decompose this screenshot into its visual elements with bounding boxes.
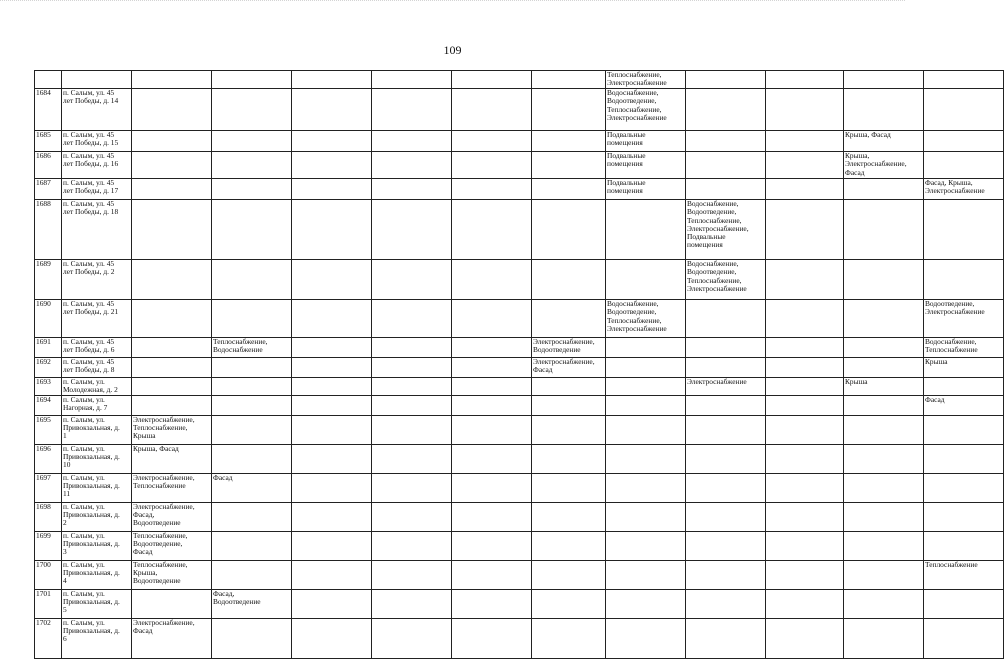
- work-type-cell: [292, 179, 372, 200]
- work-type-cell: Теплоснабжение, Водоснабжение: [212, 338, 292, 358]
- row-number-cell: 1697: [35, 473, 62, 502]
- work-type-cell: [372, 338, 452, 358]
- work-type-cell: [844, 179, 924, 200]
- work-type-cell: [212, 131, 292, 152]
- work-type-cell: [844, 338, 924, 358]
- address-cell: [62, 71, 132, 89]
- work-type-cell: Подвальные помещения: [606, 179, 686, 200]
- work-type-cell: [292, 358, 372, 378]
- work-type-cell: [532, 152, 606, 179]
- work-type-cell: [844, 358, 924, 378]
- work-type-cell: Водоснабжение, Водоотведение, Теплоснабжение, Электроснабжение: [686, 260, 766, 300]
- address-cell: п. Салым, ул. Привокзальная, д. 5: [62, 589, 132, 618]
- work-type-cell: Электроснабжение, Фасад, Водоотведение: [132, 502, 212, 531]
- work-type-cell: [844, 502, 924, 531]
- work-type-cell: [532, 415, 606, 444]
- work-type-cell: [766, 502, 844, 531]
- work-type-cell: [766, 260, 844, 300]
- work-type-cell: [686, 395, 766, 415]
- work-type-cell: Крыша, Электроснабжение, Фасад: [844, 152, 924, 179]
- address-cell: п. Салым, ул. 45 лет Победы, д. 6: [62, 338, 132, 358]
- row-number-cell: 1686: [35, 152, 62, 179]
- work-type-cell: Крыша, Фасад: [844, 131, 924, 152]
- work-type-cell: Подвальные помещения: [606, 152, 686, 179]
- work-type-cell: [532, 260, 606, 300]
- work-type-cell: [606, 200, 686, 260]
- work-type-cell: [452, 179, 532, 200]
- table-row: [35, 502, 1004, 531]
- work-type-cell: [452, 71, 532, 89]
- work-type-cell: [606, 618, 686, 658]
- work-type-cell: [924, 152, 1004, 179]
- work-type-cell: [532, 444, 606, 473]
- work-type-cell: [372, 71, 452, 89]
- row-number-cell: [35, 71, 62, 89]
- work-type-cell: [924, 89, 1004, 131]
- work-type-cell: [686, 589, 766, 618]
- work-type-cell: Теплоснабжение, Крыша, Водоотведение: [132, 560, 212, 589]
- work-type-cell: [452, 358, 532, 378]
- work-type-cell: [924, 260, 1004, 300]
- work-type-cell: [686, 131, 766, 152]
- work-type-cell: [686, 300, 766, 338]
- work-type-cell: [766, 589, 844, 618]
- work-type-cell: [766, 531, 844, 560]
- work-type-cell: [372, 300, 452, 338]
- work-type-cell: [292, 560, 372, 589]
- work-type-cell: [452, 618, 532, 658]
- work-type-cell: [766, 378, 844, 396]
- work-type-cell: [532, 589, 606, 618]
- work-type-cell: [132, 89, 212, 131]
- work-type-cell: [292, 200, 372, 260]
- table-row: [35, 560, 1004, 589]
- row-number-cell: 1690: [35, 300, 62, 338]
- work-type-cell: [924, 415, 1004, 444]
- work-type-cell: [372, 131, 452, 152]
- work-type-cell: [372, 589, 452, 618]
- work-type-cell: [212, 415, 292, 444]
- row-number-cell: 1696: [35, 444, 62, 473]
- row-number-cell: 1698: [35, 502, 62, 531]
- row-number-cell: 1701: [35, 589, 62, 618]
- work-type-cell: Водоснабжение, Водоотведение, Теплоснабжение, Электроснабжение: [606, 300, 686, 338]
- row-number-cell: 1688: [35, 200, 62, 260]
- table-row: [35, 260, 1004, 300]
- work-type-cell: [766, 200, 844, 260]
- table-row: [35, 589, 1004, 618]
- work-type-cell: [924, 71, 1004, 89]
- work-type-cell: [292, 131, 372, 152]
- work-type-cell: [292, 395, 372, 415]
- work-type-cell: [606, 444, 686, 473]
- work-type-cell: [292, 71, 372, 89]
- work-type-cell: [606, 260, 686, 300]
- table-row: [35, 395, 1004, 415]
- work-type-cell: [844, 444, 924, 473]
- table-row: [35, 89, 1004, 131]
- address-cell: п. Салым, ул. Привокзальная, д. 10: [62, 444, 132, 473]
- work-type-cell: [686, 502, 766, 531]
- table-row: [35, 531, 1004, 560]
- work-type-cell: [372, 444, 452, 473]
- work-type-cell: [924, 378, 1004, 396]
- table-row: [35, 358, 1004, 378]
- work-type-cell: [606, 531, 686, 560]
- address-cell: п. Салым, ул. Привокзальная, д. 4: [62, 560, 132, 589]
- row-number-cell: 1687: [35, 179, 62, 200]
- work-type-cell: [292, 618, 372, 658]
- work-type-cell: [532, 473, 606, 502]
- table-row: [35, 179, 1004, 200]
- work-type-cell: [452, 260, 532, 300]
- work-type-cell: [924, 502, 1004, 531]
- table-row: [35, 131, 1004, 152]
- work-type-cell: [132, 300, 212, 338]
- work-type-cell: [372, 378, 452, 396]
- address-cell: п. Салым, ул. Привокзальная, д. 3: [62, 531, 132, 560]
- work-type-cell: [686, 89, 766, 131]
- work-type-cell: [452, 473, 532, 502]
- work-type-cell: Крыша, Фасад: [132, 444, 212, 473]
- work-type-cell: Крыша: [924, 358, 1004, 378]
- work-type-cell: [452, 415, 532, 444]
- row-number-cell: 1685: [35, 131, 62, 152]
- work-type-cell: [686, 473, 766, 502]
- work-type-cell: [606, 560, 686, 589]
- work-type-cell: [924, 473, 1004, 502]
- work-type-cell: [532, 502, 606, 531]
- work-type-cell: [212, 200, 292, 260]
- work-type-cell: [372, 502, 452, 531]
- row-number-cell: 1693: [35, 378, 62, 396]
- work-type-cell: [844, 395, 924, 415]
- work-type-cell: [292, 415, 372, 444]
- work-type-cell: [132, 71, 212, 89]
- work-type-cell: [606, 415, 686, 444]
- table-row: [35, 300, 1004, 338]
- work-type-cell: [132, 338, 212, 358]
- work-type-cell: [686, 560, 766, 589]
- work-type-cell: [212, 260, 292, 300]
- work-type-cell: [532, 378, 606, 396]
- address-cell: п. Салым, ул. Нагорная, д. 7: [62, 395, 132, 415]
- table-row: [35, 415, 1004, 444]
- work-type-cell: Водоснабжение, Теплоснабжение: [924, 338, 1004, 358]
- work-type-cell: [452, 531, 532, 560]
- work-type-cell: [372, 560, 452, 589]
- work-type-cell: [606, 395, 686, 415]
- address-cell: п. Салым, ул. Привокзальная, д. 11: [62, 473, 132, 502]
- work-type-cell: [532, 200, 606, 260]
- address-cell: п. Салым, ул. 45 лет Победы, д. 17: [62, 179, 132, 200]
- work-type-cell: [766, 338, 844, 358]
- work-type-cell: [686, 71, 766, 89]
- work-type-cell: [532, 89, 606, 131]
- work-type-cell: [844, 71, 924, 89]
- work-type-cell: [844, 89, 924, 131]
- work-type-cell: [606, 378, 686, 396]
- row-number-cell: 1692: [35, 358, 62, 378]
- work-type-cell: [532, 395, 606, 415]
- work-type-cell: [212, 71, 292, 89]
- address-cell: п. Салым, ул. Молодежная, д. 2: [62, 378, 132, 396]
- work-type-cell: [766, 618, 844, 658]
- work-type-cell: [212, 300, 292, 338]
- work-type-cell: [924, 618, 1004, 658]
- work-type-cell: [532, 531, 606, 560]
- work-type-cell: [452, 89, 532, 131]
- work-type-cell: [766, 358, 844, 378]
- work-type-cell: [452, 560, 532, 589]
- work-type-cell: [372, 358, 452, 378]
- work-type-cell: [372, 531, 452, 560]
- work-type-cell: [766, 131, 844, 152]
- work-type-cell: [686, 531, 766, 560]
- work-type-cell: [686, 152, 766, 179]
- work-type-cell: Электроснабжение, Водоотведение: [532, 338, 606, 358]
- work-type-cell: Крыша: [844, 378, 924, 396]
- work-type-cell: [372, 179, 452, 200]
- table-row: [35, 200, 1004, 260]
- table-row: [35, 71, 1004, 89]
- row-number-cell: 1684: [35, 89, 62, 131]
- work-type-cell: [532, 71, 606, 89]
- row-number-cell: 1699: [35, 531, 62, 560]
- work-type-cell: [686, 415, 766, 444]
- work-type-cell: [924, 444, 1004, 473]
- work-type-cell: [452, 338, 532, 358]
- work-type-cell: [292, 89, 372, 131]
- table-row: [35, 618, 1004, 658]
- work-type-cell: [844, 531, 924, 560]
- scan-top-edge: [0, 0, 905, 7]
- work-type-cell: Теплоснабжение, Электроснабжение: [606, 71, 686, 89]
- work-type-cell: [212, 378, 292, 396]
- table-row: [35, 378, 1004, 396]
- work-type-cell: Теплоснабжение, Водоотведение, Фасад: [132, 531, 212, 560]
- work-type-cell: [292, 338, 372, 358]
- work-type-cell: [766, 300, 844, 338]
- work-type-cell: [212, 618, 292, 658]
- work-type-cell: [766, 473, 844, 502]
- work-type-cell: [452, 200, 532, 260]
- work-type-cell: [766, 152, 844, 179]
- work-type-cell: [372, 618, 452, 658]
- work-type-cell: [532, 131, 606, 152]
- table-row: [35, 152, 1004, 179]
- work-type-cell: [532, 179, 606, 200]
- work-type-cell: [766, 395, 844, 415]
- row-number-cell: 1695: [35, 415, 62, 444]
- work-type-cell: [686, 179, 766, 200]
- work-type-cell: [452, 589, 532, 618]
- address-cell: п. Салым, ул. 45 лет Победы, д. 14: [62, 89, 132, 131]
- address-cell: п. Салым, ул. Привокзальная, д. 6: [62, 618, 132, 658]
- work-type-cell: [292, 502, 372, 531]
- work-type-cell: [452, 502, 532, 531]
- work-type-cell: [132, 378, 212, 396]
- work-type-cell: [212, 358, 292, 378]
- work-type-cell: [924, 131, 1004, 152]
- work-type-cell: Электроснабжение, Фасад: [132, 618, 212, 658]
- row-number-cell: 1689: [35, 260, 62, 300]
- work-type-cell: [132, 358, 212, 378]
- address-cell: п. Салым, ул. 45 лет Победы, д. 18: [62, 200, 132, 260]
- work-type-cell: [924, 531, 1004, 560]
- work-type-cell: [132, 395, 212, 415]
- work-type-cell: [132, 200, 212, 260]
- work-type-cell: [844, 415, 924, 444]
- work-type-cell: Водоснабжение, Водоотведение, Теплоснабжение, Электроснабжение, Подвальные помещения: [686, 200, 766, 260]
- data-table: [34, 70, 1004, 659]
- work-type-cell: [452, 444, 532, 473]
- work-type-cell: [292, 444, 372, 473]
- work-type-cell: Фасад: [212, 473, 292, 502]
- row-number-cell: 1702: [35, 618, 62, 658]
- work-type-cell: Электроснабжение: [686, 378, 766, 396]
- work-type-cell: [212, 179, 292, 200]
- work-type-cell: [686, 358, 766, 378]
- work-type-cell: [212, 560, 292, 589]
- work-type-cell: [844, 200, 924, 260]
- work-type-cell: [132, 589, 212, 618]
- work-type-cell: [292, 378, 372, 396]
- page-number: 109: [443, 43, 462, 57]
- work-type-cell: [924, 589, 1004, 618]
- work-type-cell: [372, 260, 452, 300]
- work-type-cell: [372, 200, 452, 260]
- work-type-cell: [606, 473, 686, 502]
- row-number-cell: 1700: [35, 560, 62, 589]
- work-type-cell: [606, 589, 686, 618]
- table-row: [35, 444, 1004, 473]
- work-type-cell: [686, 338, 766, 358]
- work-type-cell: [212, 89, 292, 131]
- work-type-cell: [766, 71, 844, 89]
- work-type-cell: [452, 378, 532, 396]
- work-type-cell: [766, 415, 844, 444]
- work-type-cell: [452, 300, 532, 338]
- work-type-cell: [212, 395, 292, 415]
- work-type-cell: [292, 589, 372, 618]
- row-number-cell: 1694: [35, 395, 62, 415]
- work-type-cell: Электроснабжение, Фасад: [532, 358, 606, 378]
- work-type-cell: Водоотведение, Электроснабжение: [924, 300, 1004, 338]
- work-type-cell: [606, 338, 686, 358]
- work-type-cell: [292, 473, 372, 502]
- work-type-cell: [372, 415, 452, 444]
- work-type-cell: Водоснабжение, Водоотведение, Теплоснабжение, Электроснабжение: [606, 89, 686, 131]
- work-type-cell: Теплоснабжение: [924, 560, 1004, 589]
- work-type-cell: [766, 179, 844, 200]
- address-cell: п. Салым, ул. 45 лет Победы, д. 15: [62, 131, 132, 152]
- work-type-cell: [372, 473, 452, 502]
- work-type-cell: [606, 502, 686, 531]
- address-cell: п. Салым, ул. 45 лет Победы, д. 8: [62, 358, 132, 378]
- work-type-cell: [372, 89, 452, 131]
- work-type-cell: [212, 531, 292, 560]
- work-type-cell: [844, 300, 924, 338]
- work-type-cell: Электроснабжение, Теплоснабжение, Крыша: [132, 415, 212, 444]
- work-type-cell: Фасад, Водоотведение: [212, 589, 292, 618]
- work-type-cell: [292, 260, 372, 300]
- work-type-cell: Подвальные помещения: [606, 131, 686, 152]
- work-type-cell: [766, 560, 844, 589]
- work-type-cell: [212, 502, 292, 531]
- work-type-cell: [452, 395, 532, 415]
- work-type-cell: [372, 152, 452, 179]
- work-type-cell: [844, 473, 924, 502]
- work-type-cell: [292, 531, 372, 560]
- work-type-cell: [372, 395, 452, 415]
- work-type-cell: [532, 300, 606, 338]
- work-type-cell: [844, 589, 924, 618]
- work-type-cell: [132, 131, 212, 152]
- work-type-cell: [212, 444, 292, 473]
- work-type-cell: [844, 560, 924, 589]
- address-cell: п. Салым, ул. Привокзальная, д. 1: [62, 415, 132, 444]
- work-type-cell: [606, 358, 686, 378]
- table-row: [35, 473, 1004, 502]
- work-type-cell: Электроснабжение, Теплоснабжение: [132, 473, 212, 502]
- work-type-cell: [132, 260, 212, 300]
- work-type-cell: Фасад: [924, 395, 1004, 415]
- address-cell: п. Салым, ул. 45 лет Победы, д. 16: [62, 152, 132, 179]
- row-number-cell: 1691: [35, 338, 62, 358]
- work-type-cell: [132, 152, 212, 179]
- address-cell: п. Салым, ул. 45 лет Победы, д. 21: [62, 300, 132, 338]
- work-type-cell: [766, 89, 844, 131]
- work-type-cell: [686, 444, 766, 473]
- work-type-cell: [844, 618, 924, 658]
- work-type-cell: [132, 179, 212, 200]
- work-type-cell: [452, 152, 532, 179]
- work-type-cell: [766, 444, 844, 473]
- work-type-cell: [532, 560, 606, 589]
- work-type-cell: [452, 131, 532, 152]
- work-type-cell: [292, 300, 372, 338]
- work-type-cell: [212, 152, 292, 179]
- table-row: [35, 338, 1004, 358]
- work-type-cell: [686, 618, 766, 658]
- address-cell: п. Салым, ул. Привокзальная, д. 2: [62, 502, 132, 531]
- address-cell: п. Салым, ул. 45 лет Победы, д. 2: [62, 260, 132, 300]
- work-type-cell: [844, 260, 924, 300]
- work-type-cell: [924, 200, 1004, 260]
- work-type-cell: Фасад, Крыша, Электроснабжение: [924, 179, 1004, 200]
- work-type-cell: [292, 152, 372, 179]
- work-type-cell: [532, 618, 606, 658]
